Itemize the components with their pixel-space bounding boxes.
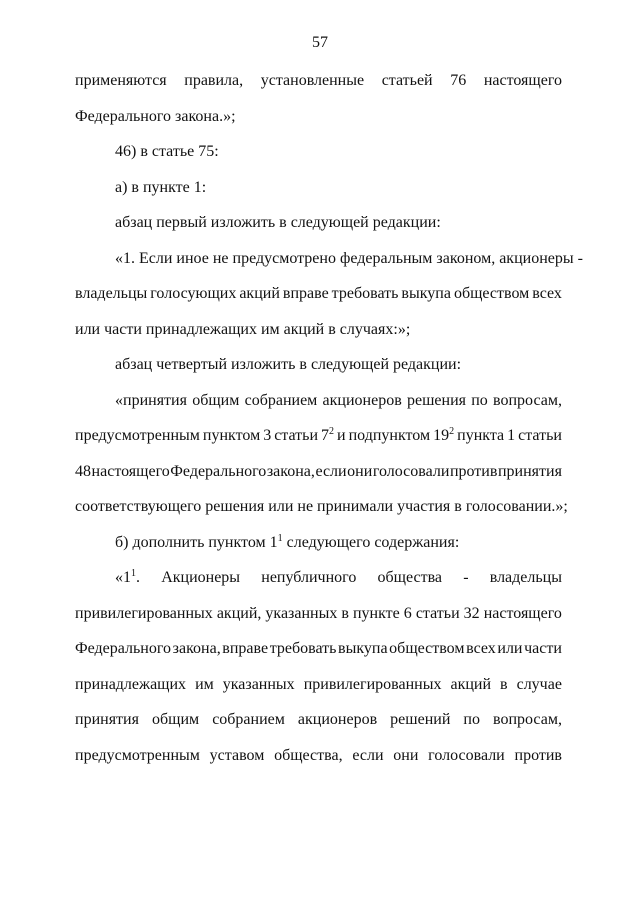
word: $19^2$ bbox=[433, 426, 455, 444]
word: акционеров bbox=[297, 711, 378, 728]
word: подпунктом bbox=[348, 427, 431, 444]
line-text: абзац первый изложить в следующей редакции: bbox=[115, 214, 441, 231]
word: «$1^1$. bbox=[115, 568, 140, 586]
text-line bbox=[75, 137, 562, 173]
word: 3 bbox=[263, 427, 272, 444]
word: акционеров bbox=[322, 391, 402, 409]
word: 48 bbox=[75, 462, 91, 480]
word: если bbox=[315, 462, 347, 480]
line-text: б) дополнить пунктом $1^1$ следующего содержания: bbox=[115, 532, 460, 551]
text-line bbox=[75, 350, 562, 386]
word: 32 bbox=[463, 604, 480, 622]
word: решений bbox=[390, 711, 451, 728]
document-body bbox=[75, 66, 583, 776]
word: владельцы bbox=[75, 285, 148, 302]
word: установленные bbox=[260, 72, 365, 89]
line-text: абзац четвертый изложить в следующей редакции: bbox=[115, 356, 462, 373]
word: случае bbox=[516, 675, 562, 693]
word: вправе bbox=[282, 285, 329, 302]
word: вопросам, bbox=[493, 711, 562, 728]
word: 1 bbox=[507, 427, 516, 444]
word: требовать bbox=[269, 640, 337, 657]
word: указанных bbox=[265, 604, 338, 622]
word: Акционеры bbox=[161, 569, 241, 586]
text-line bbox=[75, 492, 568, 528]
word: Федерального bbox=[75, 640, 172, 657]
word: по bbox=[463, 711, 480, 728]
superscript: 2 bbox=[449, 426, 455, 437]
text-line bbox=[75, 386, 562, 422]
word: предусмотренным bbox=[75, 427, 200, 444]
word: против bbox=[514, 746, 562, 764]
text-line bbox=[75, 173, 562, 209]
word: статьей bbox=[381, 72, 433, 89]
word: владельцы bbox=[489, 569, 562, 586]
word: они bbox=[393, 746, 419, 764]
word: требовать bbox=[331, 285, 399, 302]
word: голосовали bbox=[372, 462, 450, 480]
line-text: соответствующего решения или не принимали участия в голосовании.»; bbox=[75, 498, 568, 515]
word: указанных bbox=[222, 675, 295, 693]
word: закона, bbox=[172, 640, 221, 657]
superscript: 2 bbox=[329, 426, 335, 437]
text-line bbox=[75, 279, 562, 315]
word: или bbox=[497, 640, 523, 657]
word: голосовали bbox=[428, 746, 505, 764]
word: в bbox=[500, 675, 508, 693]
word: «принятия bbox=[115, 391, 187, 409]
page-number: 57 bbox=[312, 34, 328, 51]
word: выкупа bbox=[338, 640, 388, 657]
word: если bbox=[352, 746, 384, 764]
text-line bbox=[75, 66, 562, 102]
word: акций, bbox=[216, 604, 262, 622]
word: правила, bbox=[184, 72, 244, 89]
word: выкупа bbox=[401, 285, 451, 302]
word: общества bbox=[377, 569, 443, 586]
text-line bbox=[75, 705, 562, 741]
word: собранием bbox=[244, 391, 318, 409]
word: общества, bbox=[274, 746, 343, 764]
word: закона, bbox=[266, 462, 315, 480]
word: принятия bbox=[75, 711, 139, 728]
word: пункта bbox=[457, 427, 505, 444]
word: уставом bbox=[209, 746, 265, 764]
word: всех bbox=[532, 285, 562, 302]
word: акций bbox=[450, 675, 492, 693]
word: пункте bbox=[352, 604, 400, 622]
word: в bbox=[341, 604, 349, 622]
text-line bbox=[75, 244, 583, 280]
word: всех bbox=[466, 640, 496, 657]
text-line bbox=[75, 670, 562, 706]
word: акций bbox=[239, 285, 280, 302]
word: непубличного bbox=[261, 569, 357, 586]
line-text: или части принадлежащих им акций в случаях:»; bbox=[75, 320, 411, 338]
text-line bbox=[75, 421, 562, 457]
word: предусмотренным bbox=[75, 746, 200, 764]
text-line bbox=[75, 563, 562, 599]
text-line bbox=[75, 102, 562, 138]
line-text: а) в пункте 1: bbox=[115, 178, 207, 196]
word: статьи bbox=[415, 604, 460, 622]
word: обществом bbox=[389, 640, 465, 657]
text-line bbox=[75, 634, 562, 670]
word: голосующих bbox=[150, 285, 237, 302]
text-line bbox=[75, 315, 562, 351]
word: общим bbox=[192, 391, 240, 409]
word: привилегированных bbox=[75, 604, 213, 622]
text-line bbox=[75, 528, 562, 564]
word: принятия bbox=[497, 462, 562, 480]
word: настоящего bbox=[483, 604, 562, 622]
word: - bbox=[463, 569, 469, 586]
superscript: 1 bbox=[131, 568, 136, 579]
word: настоящего bbox=[91, 462, 170, 480]
line-text: «1. Если иное не предусмотрено федеральным законом, акционеры - bbox=[115, 249, 583, 267]
word: по bbox=[471, 391, 488, 409]
word: собранием bbox=[212, 711, 285, 728]
text-line bbox=[75, 457, 562, 493]
word: против bbox=[449, 462, 498, 480]
word: и bbox=[337, 427, 346, 444]
word: 76 bbox=[450, 72, 467, 89]
word: 6 bbox=[403, 604, 412, 622]
word: решения bbox=[406, 391, 466, 409]
word: привилегированных bbox=[303, 675, 442, 693]
word: им bbox=[195, 675, 214, 693]
word: вопросам, bbox=[493, 391, 562, 409]
word: обществом bbox=[453, 285, 530, 302]
word: применяются bbox=[75, 72, 167, 89]
word: вправе bbox=[222, 640, 269, 657]
word: они bbox=[347, 462, 373, 480]
word: настоящего bbox=[483, 72, 562, 89]
line-text: 46) в статье 75: bbox=[115, 143, 219, 160]
text-line bbox=[75, 208, 562, 244]
word: $7^2$ bbox=[321, 426, 335, 444]
line-text: Федерального закона.»; bbox=[75, 107, 236, 125]
text-line bbox=[75, 599, 562, 635]
word: пунктом bbox=[202, 427, 261, 444]
word: части bbox=[524, 640, 562, 657]
text-line bbox=[75, 741, 562, 777]
superscript: 1 bbox=[277, 532, 283, 544]
word: статьи bbox=[518, 427, 562, 444]
word: Федерального bbox=[170, 462, 267, 480]
word: статьи bbox=[274, 427, 319, 444]
word: принадлежащих bbox=[75, 675, 187, 693]
word: общим bbox=[152, 711, 200, 728]
